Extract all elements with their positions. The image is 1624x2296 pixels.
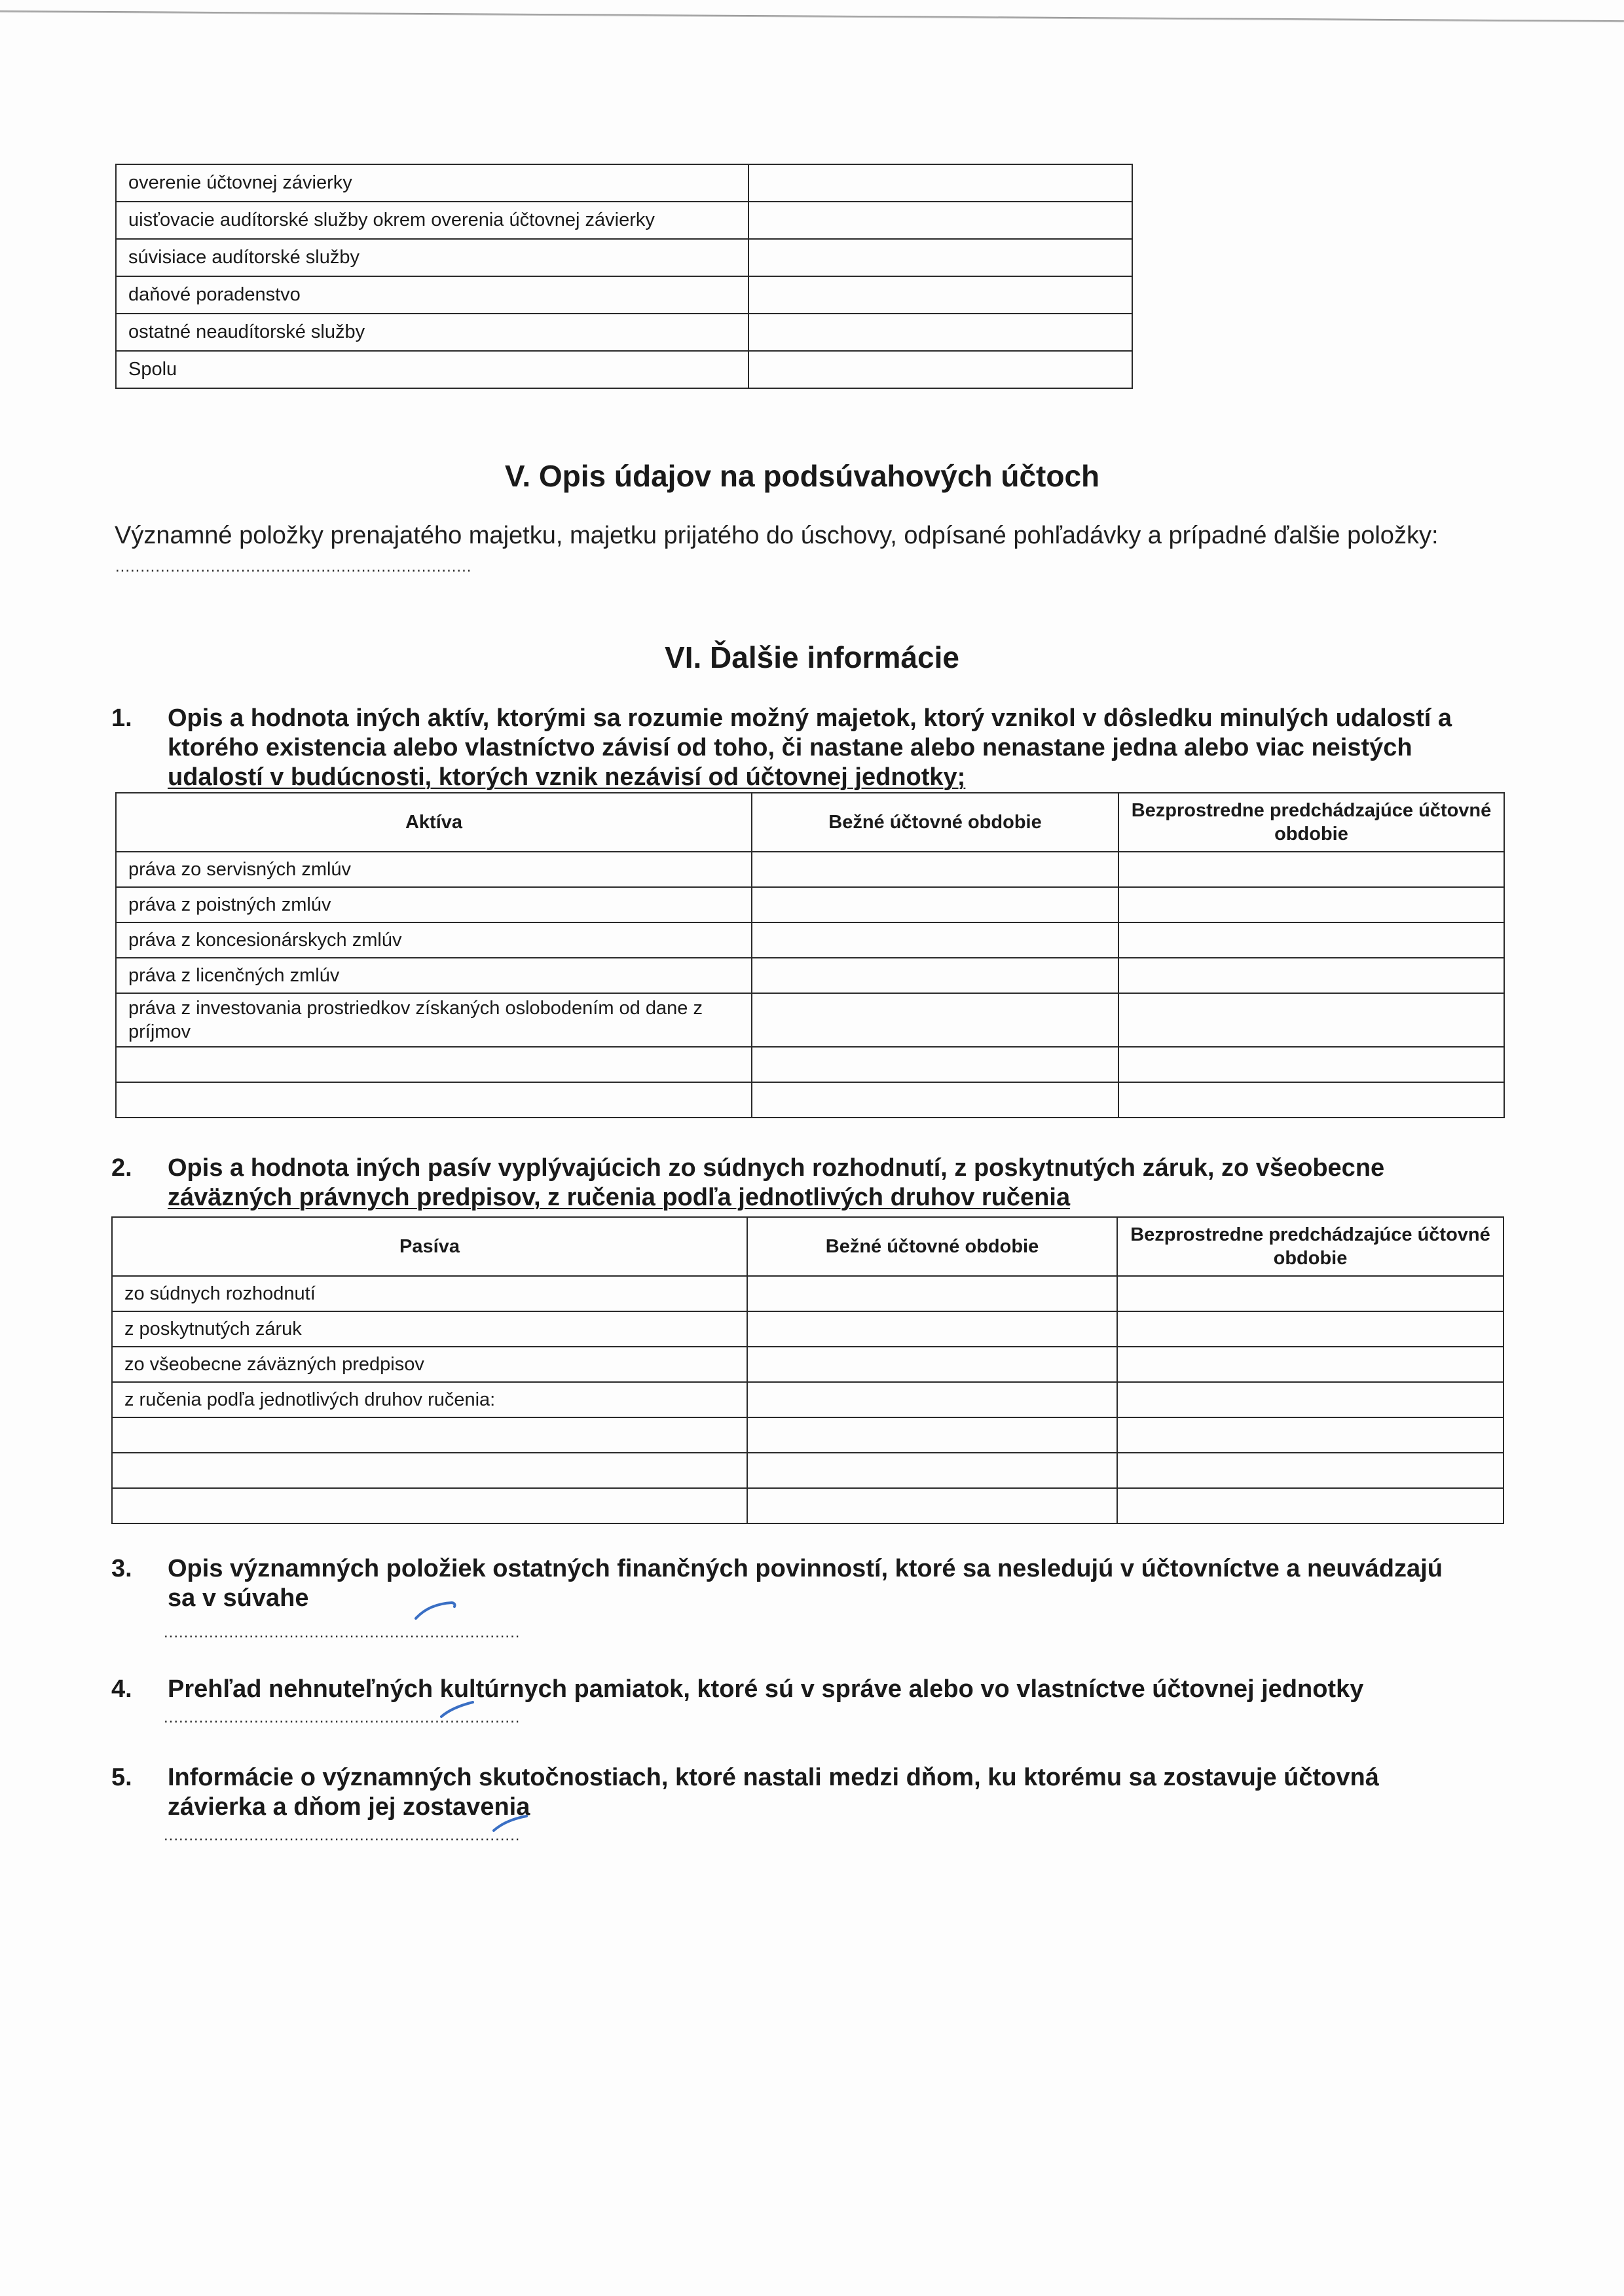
value-cell[interactable] — [747, 1417, 1117, 1453]
value-cell[interactable] — [1117, 1417, 1504, 1453]
item-5-fill-line[interactable]: ....................................................................... — [164, 1827, 521, 1844]
pen-stroke-mark — [413, 1597, 458, 1624]
row-label: daňové poradenstvo — [116, 276, 748, 314]
row-label: uisťovacie audítorské služby okrem overenia účtovnej závierky — [116, 202, 748, 239]
value-cell[interactable] — [747, 1347, 1117, 1382]
value-cell[interactable] — [1118, 887, 1504, 922]
table-row — [112, 1382, 1504, 1417]
row-label: práva z koncesionárskych zmlúv — [116, 922, 752, 958]
item-text-line: udalostí v budúcnosti, ktorých vznik nezávisí od účtovnej jednotky; — [168, 763, 966, 791]
table-row-empty — [112, 1453, 1504, 1488]
row-label[interactable] — [116, 1047, 752, 1082]
table-row — [116, 164, 1132, 202]
row-label[interactable] — [116, 1082, 752, 1118]
value-cell[interactable] — [1118, 1047, 1504, 1082]
table-row — [116, 276, 1132, 314]
item-text-line: Informácie o významných skutočnostiach, ktoré nastali medzi dňom, ku ktorému sa zostavuje účtovná — [168, 1764, 1379, 1791]
value-cell[interactable] — [752, 958, 1118, 993]
aktiva-table — [115, 792, 1505, 1118]
value-cell[interactable] — [1117, 1382, 1504, 1417]
item-text-line: Opis a hodnota iných pasív vyplývajúcich zo súdnych rozhodnutí, z poskytnutých záruk, zo všeobecne — [168, 1154, 1385, 1182]
row-label: práva zo servisných zmlúv — [116, 852, 752, 887]
item-4-fill-line[interactable]: ....................................................................... — [164, 1709, 521, 1726]
table-row — [116, 202, 1132, 239]
value-cell[interactable] — [748, 314, 1132, 351]
row-label: zo súdnych rozhodnutí — [112, 1276, 747, 1311]
item-3-fill-line[interactable]: ....................................................................... — [164, 1624, 521, 1641]
section-vi-title: VI. Ďalšie informácie — [665, 640, 959, 674]
value-cell[interactable] — [1118, 1082, 1504, 1118]
table-row-empty — [112, 1417, 1504, 1453]
table-row-total — [116, 351, 1132, 388]
row-label: Spolu — [116, 351, 748, 388]
table-row — [116, 993, 1504, 1047]
table-row — [116, 239, 1132, 276]
value-cell[interactable] — [1117, 1453, 1504, 1488]
value-cell[interactable] — [748, 239, 1132, 276]
value-cell[interactable] — [1117, 1311, 1504, 1347]
audit-fees-table — [115, 164, 1133, 389]
item-5 — [111, 1763, 1519, 1822]
row-label: práva z investovania prostriedkov získaných oslobodením od dane z príjmov — [116, 993, 752, 1047]
value-cell[interactable] — [748, 164, 1132, 202]
value-cell[interactable] — [752, 1082, 1118, 1118]
section-v-text: Významné položky prenajatého majetku, majetku prijatého do úschovy, odpísané pohľadávky a prípadné ďalšie položky: — [115, 522, 1439, 549]
value-cell[interactable] — [752, 993, 1118, 1047]
table-header-row — [112, 1217, 1504, 1276]
value-cell[interactable] — [747, 1276, 1117, 1311]
row-label[interactable] — [112, 1417, 747, 1453]
column-header: Bežné účtovné obdobie — [752, 793, 1118, 852]
value-cell[interactable] — [752, 887, 1118, 922]
value-cell[interactable] — [752, 922, 1118, 958]
item-number: 4. — [111, 1675, 132, 1703]
item-1 — [111, 704, 1519, 792]
scan-edge — [0, 10, 1624, 22]
row-label: z poskytnutých záruk — [112, 1311, 747, 1347]
item-text-line: Opis a hodnota iných aktív, ktorými sa rozumie možný majetok, ktorý vznikol v dôsledku minulých udalostí a — [168, 704, 1452, 732]
table-row-empty — [112, 1488, 1504, 1523]
table-row — [116, 922, 1504, 958]
row-label[interactable] — [112, 1453, 747, 1488]
pen-stroke-mark — [439, 1700, 478, 1719]
row-label: práva z licenčných zmlúv — [116, 958, 752, 993]
value-cell[interactable] — [1118, 958, 1504, 993]
row-label: zo všeobecne záväzných predpisov — [112, 1347, 747, 1382]
column-header: Bežné účtovné obdobie — [747, 1217, 1117, 1276]
section-v-title: V. Opis údajov na podsúvahových účtoch — [504, 459, 1100, 493]
value-cell[interactable] — [747, 1488, 1117, 1523]
pen-stroke-mark — [491, 1813, 530, 1833]
value-cell[interactable] — [747, 1382, 1117, 1417]
row-label: súvisiace audítorské služby — [116, 239, 748, 276]
column-header: Bezprostredne predchádzajúce účtovné obdobie — [1118, 793, 1504, 852]
section-v-fill-line[interactable]: ....................................................................... — [115, 558, 472, 575]
row-label[interactable] — [112, 1488, 747, 1523]
row-label: práva z poistných zmlúv — [116, 887, 752, 922]
item-text-line: závierka a dňom jej zostavenia — [168, 1793, 530, 1821]
row-label: z ručenia podľa jednotlivých druhov ručenia: — [112, 1382, 747, 1417]
value-cell[interactable] — [1117, 1488, 1504, 1523]
item-number: 2. — [111, 1154, 132, 1182]
value-cell[interactable] — [1117, 1276, 1504, 1311]
table-row — [116, 852, 1504, 887]
table-row — [116, 887, 1504, 922]
table-row — [116, 314, 1132, 351]
item-number: 3. — [111, 1555, 132, 1582]
value-cell[interactable] — [1118, 852, 1504, 887]
column-header: Aktíva — [116, 793, 752, 852]
column-header: Pasíva — [112, 1217, 747, 1276]
value-cell[interactable] — [752, 1047, 1118, 1082]
value-cell[interactable] — [748, 276, 1132, 314]
row-label: overenie účtovnej závierky — [116, 164, 748, 202]
table-row — [112, 1347, 1504, 1382]
table-row-empty — [116, 1047, 1504, 1082]
item-3 — [111, 1554, 1519, 1613]
value-cell[interactable] — [747, 1453, 1117, 1488]
value-cell[interactable] — [1118, 993, 1504, 1047]
table-header-row — [116, 793, 1504, 852]
column-header: Bezprostredne predchádzajúce účtovné obdobie — [1117, 1217, 1504, 1276]
value-cell[interactable] — [748, 202, 1132, 239]
item-number: 5. — [111, 1764, 132, 1791]
table-row — [112, 1311, 1504, 1347]
value-cell[interactable] — [1118, 922, 1504, 958]
value-cell[interactable] — [748, 351, 1132, 388]
item-text-line: ktorého existencia alebo vlastníctvo závisí od toho, či nastane alebo nenastane jedna alebo viac neistých — [168, 734, 1412, 761]
item-4 — [111, 1675, 1519, 1704]
value-cell[interactable] — [752, 852, 1118, 887]
item-2 — [111, 1154, 1519, 1212]
item-text-line: záväzných právnych predpisov, z ručenia podľa jednotlivých druhov ručenia — [168, 1184, 1071, 1211]
table-row — [112, 1276, 1504, 1311]
item-text-line: Opis významných položiek ostatných finančných povinností, ktoré sa nesledujú v účtovníctve a neuvádzajú — [168, 1555, 1443, 1582]
table-row — [116, 958, 1504, 993]
item-text-line: sa v súvahe — [168, 1584, 309, 1612]
item-number: 1. — [111, 704, 132, 732]
value-cell[interactable] — [1117, 1347, 1504, 1382]
pasiva-table — [111, 1216, 1504, 1524]
row-label: ostatné neaudítorské služby — [116, 314, 748, 351]
item-text-line: Prehľad nehnuteľných kultúrnych pamiatok, ktoré sú v správe alebo vo vlastníctve účtovnej jednotky — [168, 1675, 1364, 1703]
table-row-empty — [116, 1082, 1504, 1118]
value-cell[interactable] — [747, 1311, 1117, 1347]
